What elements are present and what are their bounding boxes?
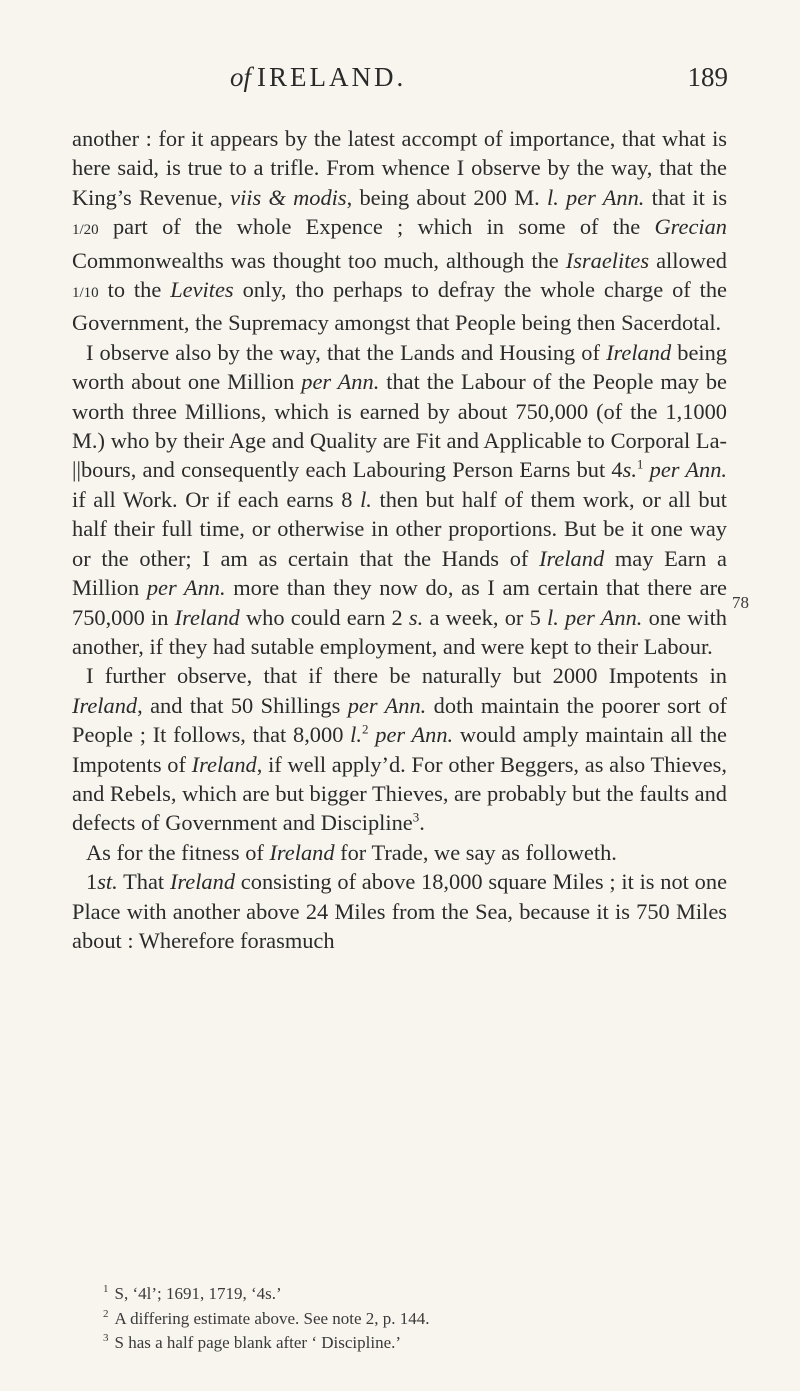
text-run: I observe also by the way, that the Lands and Housing of — [86, 339, 607, 365]
text-run: a week, or 5 — [423, 604, 547, 630]
italic-run: Israelites — [565, 247, 650, 273]
italic-run: per Ann. — [375, 722, 454, 748]
footnotes — [103, 1282, 723, 1356]
text-run: more than they now do, as I am certain that there are 750,000 in — [72, 575, 727, 630]
italic-run: Ireland — [174, 604, 240, 630]
fraction: 1/10 — [72, 285, 99, 302]
italic-run: per Ann. — [146, 575, 226, 601]
italic-run: per Ann. — [347, 692, 427, 718]
footnote-number: 3 — [103, 1332, 109, 1345]
text-run: then but half of them work, or all but half their full time, or otherwise in other proportions. But be it one way or the other; I am as certain that the Hands of — [72, 486, 728, 571]
text-run: one with another, if they had sutable employment, and were kept to their Labour. — [72, 604, 727, 659]
text-run: being worth about one Million — [72, 339, 728, 395]
text-run: who could earn 2 — [239, 604, 409, 630]
text-run: , and that 50 Shillings — [137, 692, 348, 718]
italic-run: per Ann. — [649, 457, 727, 483]
text-run: only, tho perhaps to defray the whole charge of the Government, the Supremacy amongst that People being then Sacerdotal. — [72, 277, 727, 336]
footnote — [103, 1331, 723, 1356]
footnote — [103, 1282, 723, 1307]
text-run: doth maintain the poorer sort of People ; It follows, that 8,000 — [72, 692, 727, 748]
running-title — [230, 62, 406, 93]
paragraph — [72, 661, 727, 837]
paragraph — [72, 838, 727, 867]
paragraph — [72, 867, 727, 955]
italic-run: st. — [97, 869, 118, 895]
text-run: , if well apply’d. For other Beggers, as also Thieves, and Rebels, which are but bigger Thieves, are probably but the faults and defects of Government and Discipline — [72, 751, 727, 836]
text-run: 1 — [86, 869, 98, 895]
running-header — [0, 62, 800, 102]
text-run: As for the fitness of — [86, 839, 270, 865]
text-run: consisting of above 18,000 square Miles ; it is not one Place with another above 24 Miles from the Sea, because it is 750 Miles about : Wherefore forasmuch — [72, 869, 728, 953]
text-run: Commonwealths was thought too much, although the — [72, 247, 566, 273]
text-run: allowed — [649, 247, 727, 273]
italic-run: Ireland — [191, 751, 257, 777]
margin-page-reference: 78 — [732, 593, 749, 612]
paragraph — [72, 338, 727, 661]
italic-run: l. — [360, 486, 372, 512]
italic-run: Ireland — [539, 545, 605, 571]
text-run: part of the whole Expence ; which in some of the — [98, 214, 655, 240]
running-title-of: of — [230, 62, 252, 92]
text-run: That — [117, 869, 170, 895]
footnote-number: 1 — [103, 1283, 109, 1296]
italic-run: Ireland — [269, 839, 335, 865]
footnote-text: S has a half page blank after ‘ Discipline.’ — [114, 1333, 402, 1352]
footnote-marker: 3 — [412, 809, 420, 825]
body-text — [72, 124, 727, 955]
italic-run: Levites — [170, 277, 234, 303]
text-run: would amply maintain all the Impotents of — [72, 722, 727, 777]
footnote — [103, 1307, 723, 1332]
italic-run: l. per Ann. — [547, 604, 643, 630]
text-run: may Earn a Million — [72, 545, 727, 601]
footnote-text: S, ‘4l’; 1691, 1719, ‘4s.’ — [114, 1284, 282, 1303]
page-number: 189 — [687, 62, 728, 92]
italic-run: Ireland — [606, 339, 672, 365]
italic-run: Grecian — [654, 214, 727, 240]
footnote-number: 2 — [103, 1307, 109, 1320]
paragraph — [72, 124, 727, 338]
italic-run: s. — [408, 604, 424, 630]
italic-run: Ireland — [169, 869, 236, 895]
footnote-marker: 2 — [361, 721, 369, 737]
text-run: that it is — [644, 184, 728, 210]
text-run: that the Labour of the People may be worth three Millions, which is earned by about 750,000 (of the 1,1000 M.) who by their Age and Quality are Fit and Applicable to Corporal La-||bours, and consequently each Labouring Person Earns but 4 — [72, 369, 727, 483]
italic-run: s. — [622, 457, 637, 483]
text-run: I further observe, that if there be naturally but 2000 Impotents in — [86, 663, 727, 689]
text-run: if all Work. Or if each earns 8 — [72, 486, 361, 512]
italic-run: l. per Ann. — [546, 184, 645, 210]
text-run: another : for it appears by the latest accompt of importance, that what is here said, is true to a trifle. From whence I observe by the way, that the King’s Revenue, — [72, 126, 727, 210]
italic-run: Ireland — [72, 692, 138, 718]
italic-run: l. — [350, 722, 362, 748]
italic-run: viis & modis — [230, 184, 347, 210]
footnote-marker: 1 — [636, 457, 644, 472]
fraction: 1/20 — [72, 222, 99, 239]
text-run: for Trade, we say as followeth. — [334, 839, 617, 865]
footnote-text: A differing estimate above. See note 2, p. 144. — [114, 1308, 430, 1328]
text-run: . — [419, 810, 425, 836]
running-title-text: IRELAND. — [257, 62, 407, 92]
italic-run: per Ann. — [301, 369, 380, 395]
text-run: to the — [98, 277, 171, 303]
text-run: , being about 200 M. — [346, 184, 547, 210]
